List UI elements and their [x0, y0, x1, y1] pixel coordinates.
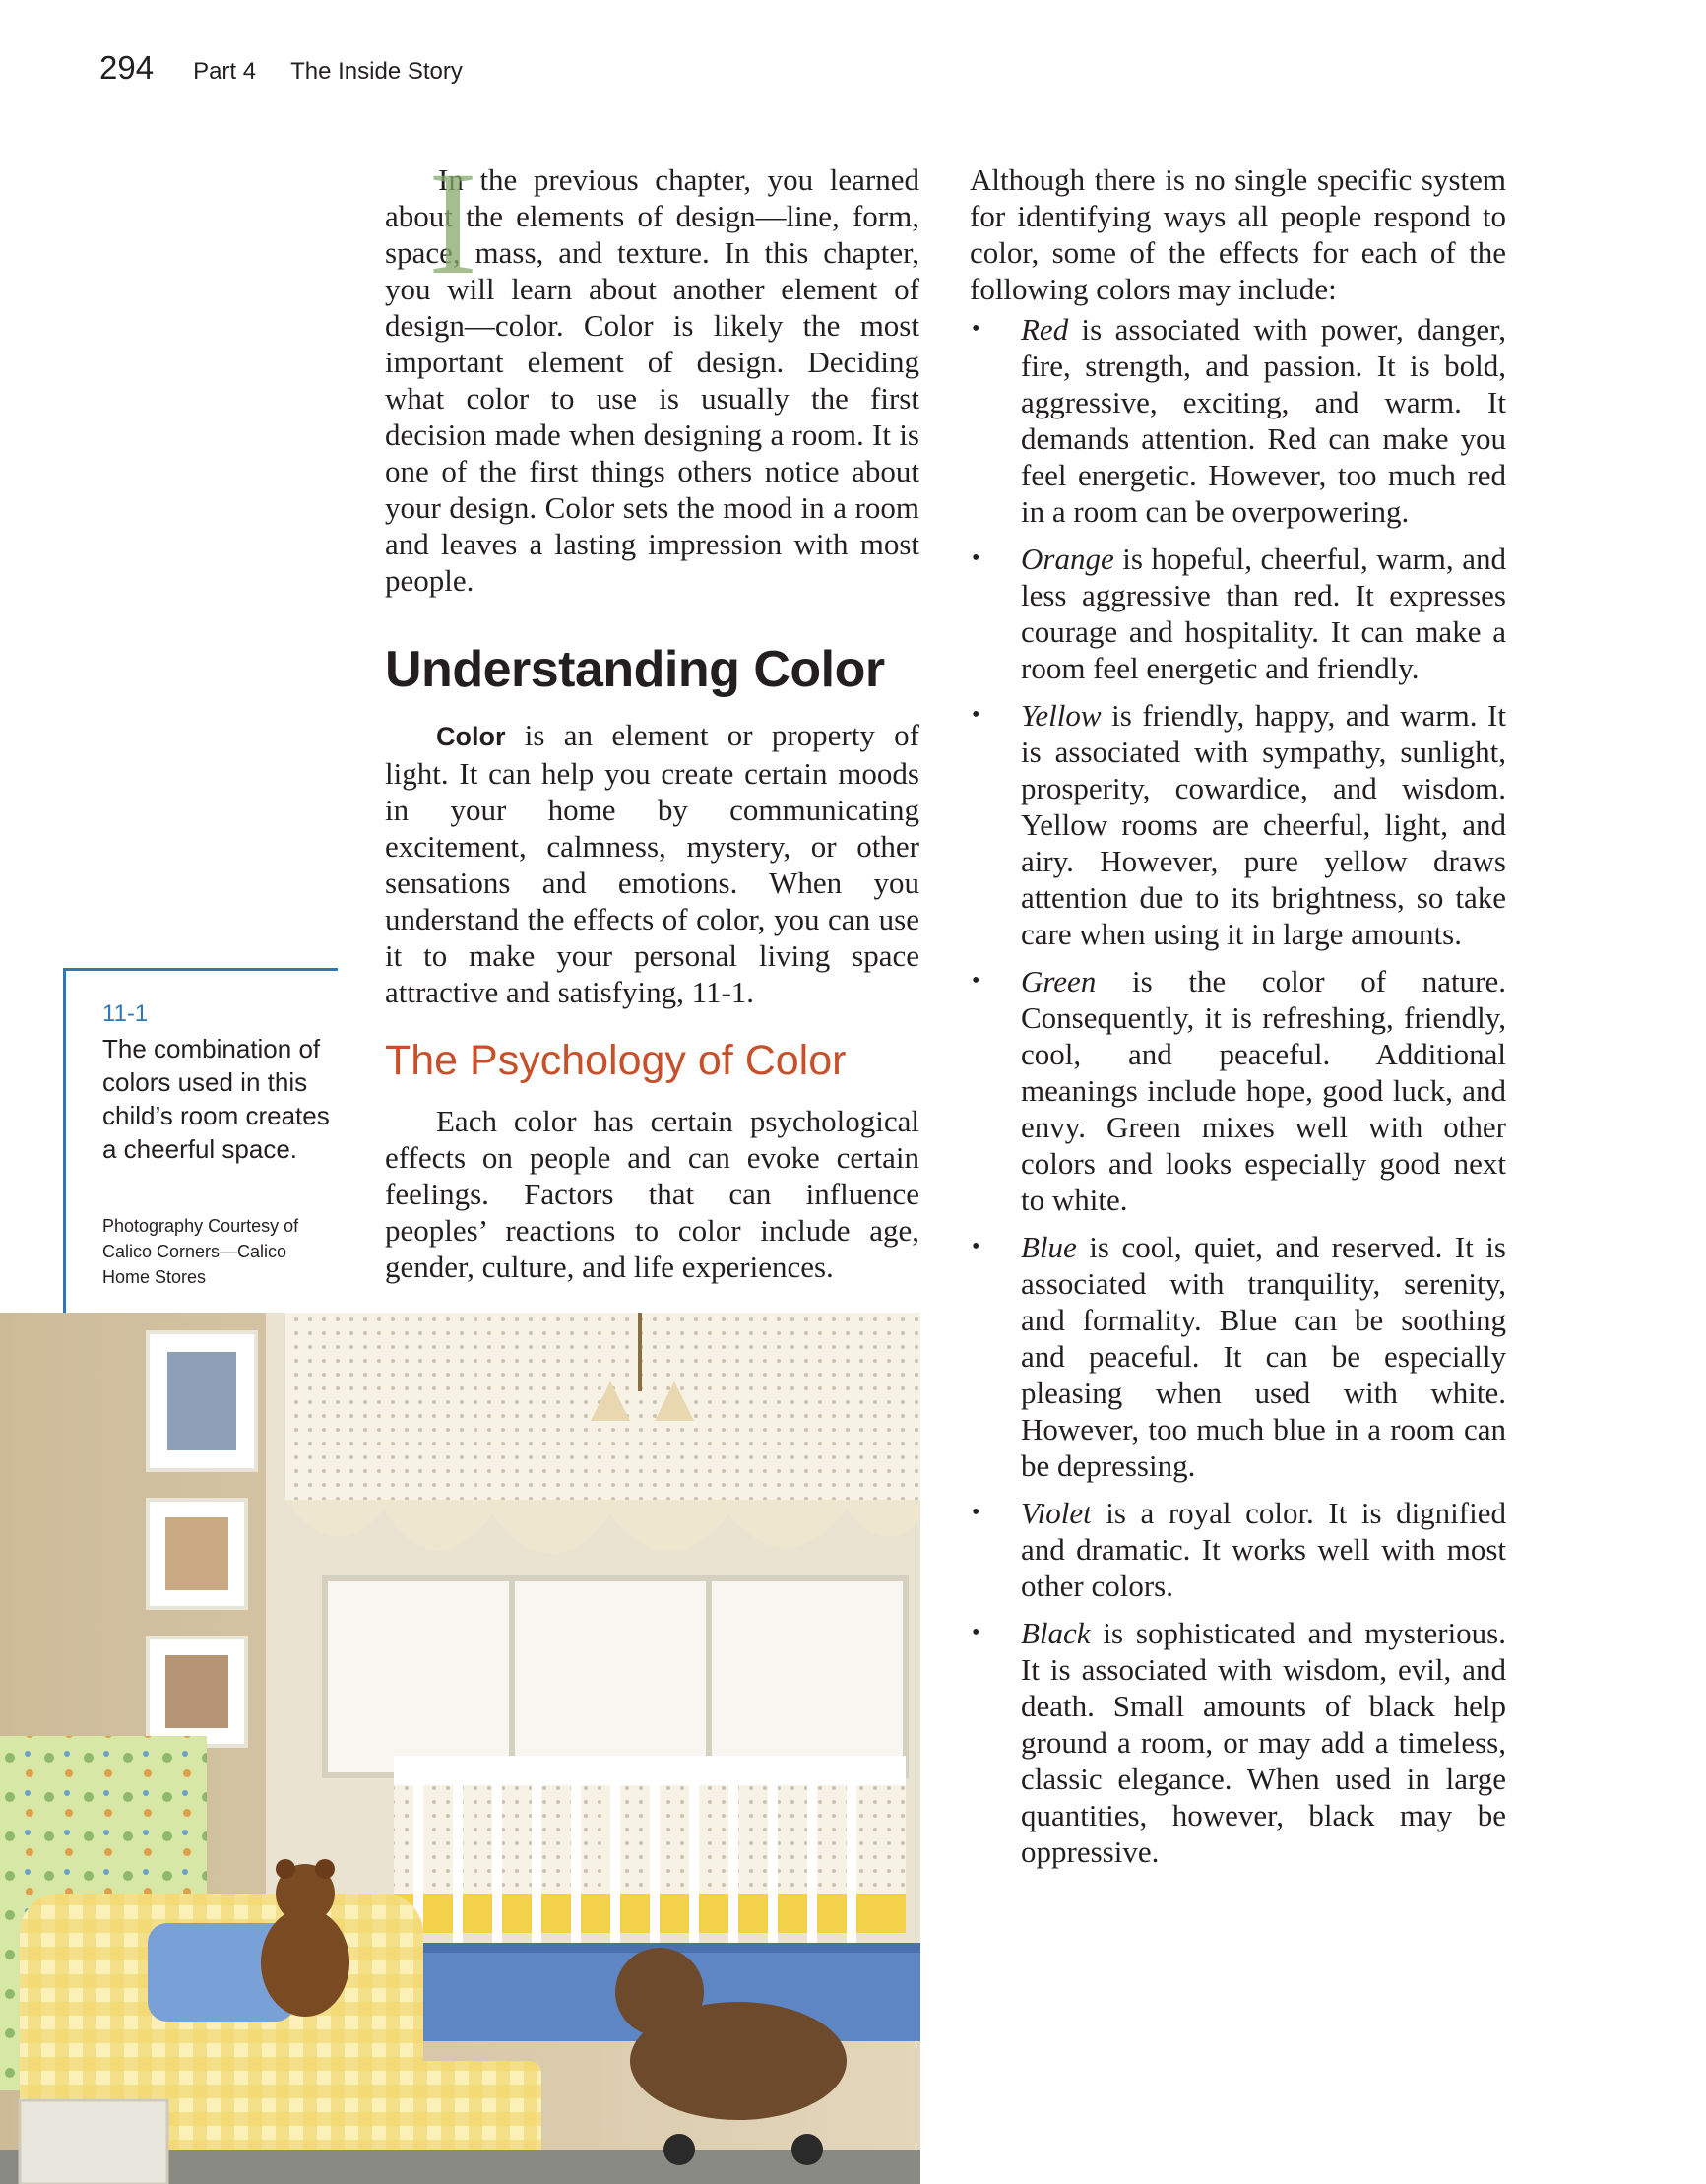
drop-cap: I	[428, 142, 477, 305]
color-name: Blue	[1021, 1230, 1077, 1264]
part-label: Part 4	[193, 58, 257, 85]
figure-caption: The combination of colors used in this child’s room creates a cheerful space.	[102, 1034, 330, 1164]
color-description: is the color of nature. Consequently, it is refreshing, friendly, cool, and peaceful. Additional meanings include hope, good luck, and envy. Green mixes well with other colors and looks especially good next to white.	[1021, 964, 1506, 1217]
color-description: is a royal color. It is dignified and dramatic. It works well with most other colors.	[1021, 1496, 1506, 1603]
color-name: Green	[1021, 964, 1097, 998]
middle-column	[385, 142, 919, 1285]
color-name: Black	[1021, 1616, 1091, 1650]
bullet-icon: •	[972, 316, 980, 342]
list-item	[970, 1615, 1506, 1870]
running-head	[99, 49, 463, 108]
color-name: Red	[1021, 312, 1069, 347]
right-column	[970, 161, 1506, 1881]
intro-text: In the previous chapter, you learned about the elements of design—line, form, space, mass, and texture. In this chapter, you will learn about another element of design—color. Color is likely the most important element of design. Deciding what color to use is usually the first decision made when designing a room. It is one of the first things others notice about your design. Color sets the mood in a room and leaves a lasting impression with most people.	[385, 162, 919, 598]
color-name: Yellow	[1021, 698, 1102, 733]
bullet-icon: •	[972, 1234, 980, 1259]
intro-paragraph	[385, 142, 919, 599]
nursery-illustration	[0, 1313, 920, 2184]
understanding-color-paragraph	[385, 717, 919, 1010]
color-description: is cool, quiet, and reserved. It is associated with tranquility, serenity, and formality. Blue can be soothing and peaceful. It can be especially pleasing when used with white. However, too much blue in a room can be depressing.	[1021, 1230, 1506, 1483]
list-item	[970, 697, 1506, 952]
color-description: is friendly, happy, and warm. It is associated with sympathy, sunlight, prosperity, cowardice, and wisdom. Yellow rooms are cheerful, light, and airy. However, pure yellow draws attention due to its brightness, so take care when using it in large amounts.	[1021, 698, 1506, 951]
photo-credit: Photography Courtesy of Calico Corners—Calico Home Stores	[102, 1216, 299, 1287]
page-number: 294	[99, 49, 155, 86]
subsection-heading-psychology-of-color: The Psychology of Color	[385, 1037, 847, 1084]
psychology-paragraph: Each color has certain psychological effects on people and can evoke certain feelings. Factors that can influence peoples’ reactions to color include age, gender, culture, and life experiences.	[385, 1104, 919, 1284]
figure-number: 11-1	[102, 1000, 149, 1027]
figure-caption-box	[63, 968, 338, 1316]
list-item	[970, 963, 1506, 1218]
bullet-icon: •	[972, 968, 980, 994]
list-item	[970, 541, 1506, 686]
understanding-color-text: is an element or property of light. It can help you create certain moods in your home by communicating excitement, calmness, mystery, or other sensations and emotions. When you understand the effects of color, you can use it to make your personal living space attractive and satisfying, 11-1.	[385, 718, 919, 1009]
nursery-photo	[0, 1313, 920, 2184]
key-term-color: Color	[436, 722, 506, 751]
color-name: Orange	[1021, 542, 1114, 576]
list-item	[970, 311, 1506, 530]
bullet-icon: •	[972, 1500, 980, 1525]
color-description: is sophisticated and mysterious. It is associated with wisdom, evil, and death. Small amounts of black help ground a room, or may add a timeless, classic elegance. When used in large quantities, however, black may be oppressive.	[1021, 1616, 1506, 1869]
color-description: is hopeful, cheerful, warm, and less aggressive than red. It expresses courage and hospitality. It can make a room feel energetic and friendly.	[1021, 542, 1506, 685]
color-description: is associated with power, danger, fire, strength, and passion. It is bold, aggressive, exciting, and warm. It demands attention. Red can make you feel energetic. However, too much red in a room can be overpowering.	[1021, 312, 1506, 529]
chapter-label: The Inside Story	[290, 58, 463, 85]
color-effects-list	[970, 311, 1506, 1870]
list-item	[970, 1495, 1506, 1604]
bullet-icon: •	[972, 1620, 980, 1645]
bullet-icon: •	[972, 702, 980, 728]
color-name: Violet	[1021, 1496, 1092, 1530]
section-heading-understanding-color: Understanding Color	[385, 641, 885, 698]
bullet-icon: •	[972, 546, 980, 571]
color-effects-lead: Although there is no single specific system for identifying ways all people respond to color, some of the effects for each of the following colors may include:	[970, 162, 1506, 306]
list-item	[970, 1229, 1506, 1484]
